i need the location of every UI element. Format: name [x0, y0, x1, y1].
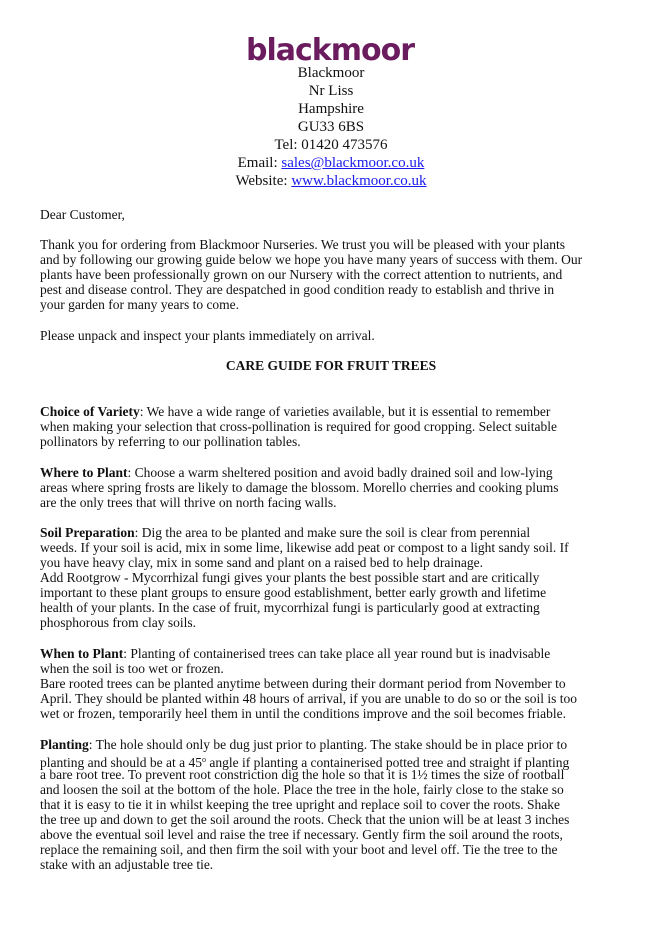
- soil-line: health of your plants. In the case of fruit, mycorrhizal fungi is particularly good at extracting: [40, 600, 540, 615]
- postcode: GU33 6BS: [297, 119, 365, 135]
- locality: Nr Liss: [308, 83, 354, 99]
- where-first-line: [40, 465, 625, 480]
- when-first-line: [40, 646, 625, 661]
- email-line: [0, 154, 662, 172]
- soil-line: you have heavy clay, mix in some sand and plant on a raised bed to help drainage.: [40, 555, 483, 570]
- intro-line: plants have been professionally grown on our Nursery with the correct attention to nutrients, and: [40, 267, 563, 282]
- planting-line-a: planting and should be at a 45: [40, 755, 202, 770]
- intro-line: Thank you for ordering from Blackmoor Nurseries. We trust you will be pleased with your plants: [40, 237, 566, 252]
- website-label: Website:: [235, 173, 292, 189]
- email-link[interactable]: sales@blackmoor.co.uk: [281, 155, 425, 171]
- choice-line: when making your selection that cross-pollination is required for good cropping. Select suitable: [40, 419, 558, 434]
- soil-title: Soil Preparation: [40, 525, 135, 540]
- website-link[interactable]: www.blackmoor.co.uk: [291, 173, 427, 189]
- planting-line: and loosen the soil at the bottom of the hole. Place the tree in the hole, fairly close to the stake so: [40, 782, 564, 797]
- planting-line: that it is easy to tie it in whilst keeping the tree upright and replace soil to cover the roots. Shake: [40, 797, 560, 812]
- planting-line: replace the remaining soil, and then firm the soil with your boot and level off. Tie the tree to the: [40, 842, 558, 857]
- telephone: Tel: 01420 473576: [274, 137, 388, 153]
- company-name: Blackmoor: [297, 65, 365, 81]
- planting-line: stake with an adjustable tree tie.: [40, 857, 214, 872]
- county: Hampshire: [298, 101, 364, 117]
- planting-text: : The hole should only be dug just prior to planting. The stake should be in place prior to: [88, 737, 568, 752]
- planting-title: Planting: [40, 737, 89, 752]
- planting-first-line: [40, 737, 625, 752]
- when-line: Bare rooted trees can be planted anytime between during their dormant period from November to: [40, 676, 566, 691]
- intro-line: and by following our growing guide below we hope you have many years of success with them. Our: [40, 252, 583, 267]
- where-title: Where to Plant: [40, 465, 128, 480]
- choice-text: : We have a wide range of varieties available, but it is essential to remember: [139, 404, 551, 419]
- soil-line: important to these plant groups to ensure good establishment, better early growth and lifetime: [40, 585, 547, 600]
- guide-title: CARE GUIDE FOR FRUIT TREES: [225, 358, 437, 373]
- choice-title: Choice of Variety: [40, 404, 140, 419]
- unpack-notice: Please unpack and inspect your plants immediately on arrival.: [40, 328, 375, 343]
- soil-line: Add Rootgrow - Mycorrhizal fungi gives your plants the best possible start and are critically: [40, 570, 540, 585]
- address-block: [0, 64, 662, 190]
- when-line: wet or frozen, temporarily heel them in until the conditions improve and the soil becomes friable.: [40, 706, 566, 721]
- email-label: Email:: [237, 155, 282, 171]
- salutation: Dear Customer,: [40, 207, 125, 222]
- degree-mark: o: [201, 755, 206, 764]
- where-line: areas where spring frosts are likely to damage the blossom. Morello cherries and cooking plums: [40, 480, 559, 495]
- soil-text: : Dig the area to be planted and make sure the soil is clear from perennial: [134, 525, 531, 540]
- intro-line: your garden for many years to come.: [40, 297, 240, 312]
- planting-line-b: angle if planting a containerised potted tree and straight if planting: [205, 755, 570, 770]
- soil-first-line: [40, 525, 625, 540]
- planting-line: the tree up and down to get the soil around the roots. Check that the union will be at least 3 inches: [40, 812, 570, 827]
- intro-line: pest and disease control. They are despatched in good condition ready to establish and thrive in: [40, 282, 555, 297]
- choice-first-line: [40, 404, 625, 419]
- when-line: when the soil is too wet or frozen.: [40, 661, 224, 676]
- when-text: : Planting of containerised trees can take place all year round but is inadvisable: [123, 646, 551, 661]
- planting-line: a bare root tree. To prevent root constriction dig the hole so that it is 1½ times the size of rootball: [40, 767, 565, 782]
- planting-line: above the eventual soil level and raise the tree if necessary. Gently firm the soil around the roots,: [40, 827, 563, 842]
- logo-wordmark: blackmoor: [245, 33, 414, 68]
- soil-line: phosphorous from clay soils.: [40, 615, 196, 630]
- when-line: April. They should be planted within 48 hours of arrival, if you are unable to do so or the soil is too: [40, 691, 578, 706]
- where-line: are the only trees that will thrive on north facing walls.: [40, 495, 337, 510]
- choice-line: pollinators by referring to our pollination tables.: [40, 434, 301, 449]
- soil-line: weeds. If your soil is acid, mix in some lime, likewise add peat or compost to a light sandy soil. If: [40, 540, 569, 555]
- blackmoor-logo: [210, 33, 450, 68]
- where-text: : Choose a warm sheltered position and avoid badly drained soil and low-lying: [127, 465, 553, 480]
- when-title: When to Plant: [40, 646, 124, 661]
- website-line: [0, 172, 662, 190]
